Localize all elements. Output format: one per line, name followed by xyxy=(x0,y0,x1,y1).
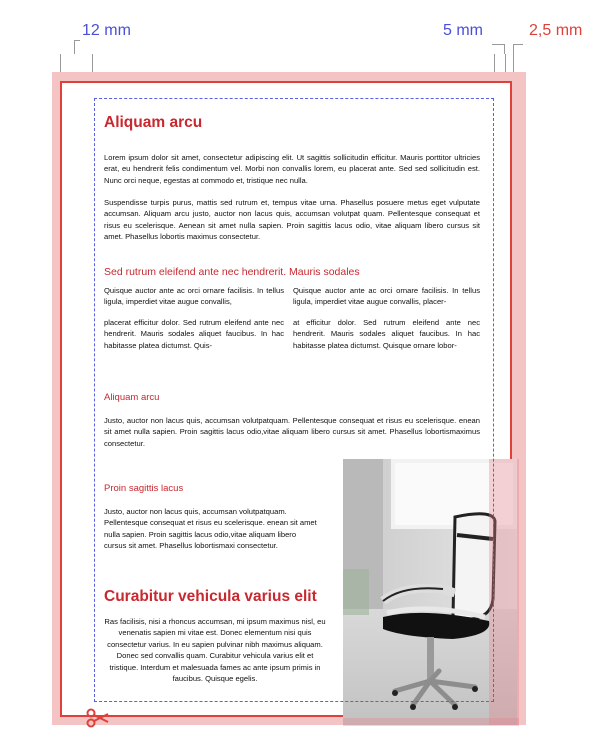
safe-margin-label: 5 mm xyxy=(443,22,483,39)
column-left-part-b: placerat efficitur dolor. Sed rutrum eleifend ante nec hendrerit. Mauris sodales aliquet faucibus. In hac habitasse platea dictumst. Quis- xyxy=(104,318,284,350)
left-tick-outer xyxy=(60,54,61,72)
section-2-heading: Aliquam arcu xyxy=(104,392,160,403)
right-tick-a xyxy=(494,54,495,72)
section-3-heading: Proin sagittis lacus xyxy=(104,483,184,494)
section-1-heading: Sed rutrum eleifend ante nec hendrerit. Mauris sodales xyxy=(104,266,360,278)
bleed-overlay-bottom xyxy=(343,718,519,726)
right-tick-c xyxy=(513,54,514,72)
left-tick-inner xyxy=(92,54,93,72)
closing-heading: Curabitur vehicula varius elit xyxy=(104,588,317,605)
intro-paragraph-2: Suspendisse turpis purus, mattis sed rutrum et, tempus vitae urna. Phasellus posuere metus eget vulputate accumsan. Aliquam arcu justo, auctor non lacus quis, accumsan volutpat quam. Pellentesque consequat et risus eu scelerisque. Aenean sit amet nulla sapien. Proin sagittis lacus odio, vitae aliquam libero cursus sit amet. Phasellus lobortis maximus consectetur. xyxy=(104,198,480,242)
closing-text: Ras facilisis, nisi a rhoncus accumsan, mi ipsum maximus nisl, eu venenatis sapien mi vitae est. Donec elementum nisi quis consectetur varius. In eu sapien pulvinar nibh maximus aliquam. Donec sed convallis quam. Curabitur vehicula varius elit et tristique. Interdum et malesuada fames ac ante ipsum primis in faucibus. Quisque egelis. xyxy=(104,617,326,684)
column-right-part-b: at efficitur dolor. Sed rutrum eleifend ante nec hendrerit. Mauris sodales aliquet faucibus. In hac habitasse platea dictumst. Quisque ornare lobor- xyxy=(293,318,480,350)
left-margin-label: 12 mm xyxy=(82,22,131,39)
intro-paragraph-1: Lorem ipsum dolor sit amet, consectetur adipiscing elit. Ut sagittis sollicitudin efficitur. Mauris porttitor ultricies erat, eu hendrerit felis condimentum vel. Morbi non convallis lorem, eu placerat ante. Sed sed sollicitudin est. Nunc orci neque, egestas at commodo et, tristique nec nulla. xyxy=(104,153,480,185)
section-2-text: Justo, auctor non lacus quis, accumsan volutpatquam. Pellentesque consequat et risus eu scelerisque. enean sit amet nulla sapien. Proin sagittis lacus odio,vitae aliquam libero cursus sit amet. Phasellus lobortismaximus consectetur. xyxy=(104,416,480,448)
section-3-text: Justo, auctor non lacus quis, accumsan volutpatquam. Pellentesque consequat et risus eu scelerisque. enean sit amet nulla sapien. Proin sagittis lacus odio,vitae aliquam libero cursus sit amet. Phasellus lobortismaxi consectetur. xyxy=(104,507,317,551)
page-title: Aliquam arcu xyxy=(104,114,203,131)
column-left-part-a: Quisque auctor ante ac orci ornare facilisis. In tellus ligula, imperdiet vitae augue convallis, xyxy=(104,286,284,307)
bleed-label: 2,5 mm xyxy=(529,22,583,39)
right-tick-b xyxy=(505,54,506,72)
right-tick-bar-b xyxy=(513,44,523,54)
left-tick-bar xyxy=(74,40,80,54)
scissors-icon xyxy=(86,708,110,728)
right-tick-bar-a xyxy=(492,44,505,54)
column-right-part-a: Quisque auctor ante ac orci ornare facilisis. In tellus ligula, imperdiet vitae augue convallis, placer- xyxy=(293,286,480,307)
